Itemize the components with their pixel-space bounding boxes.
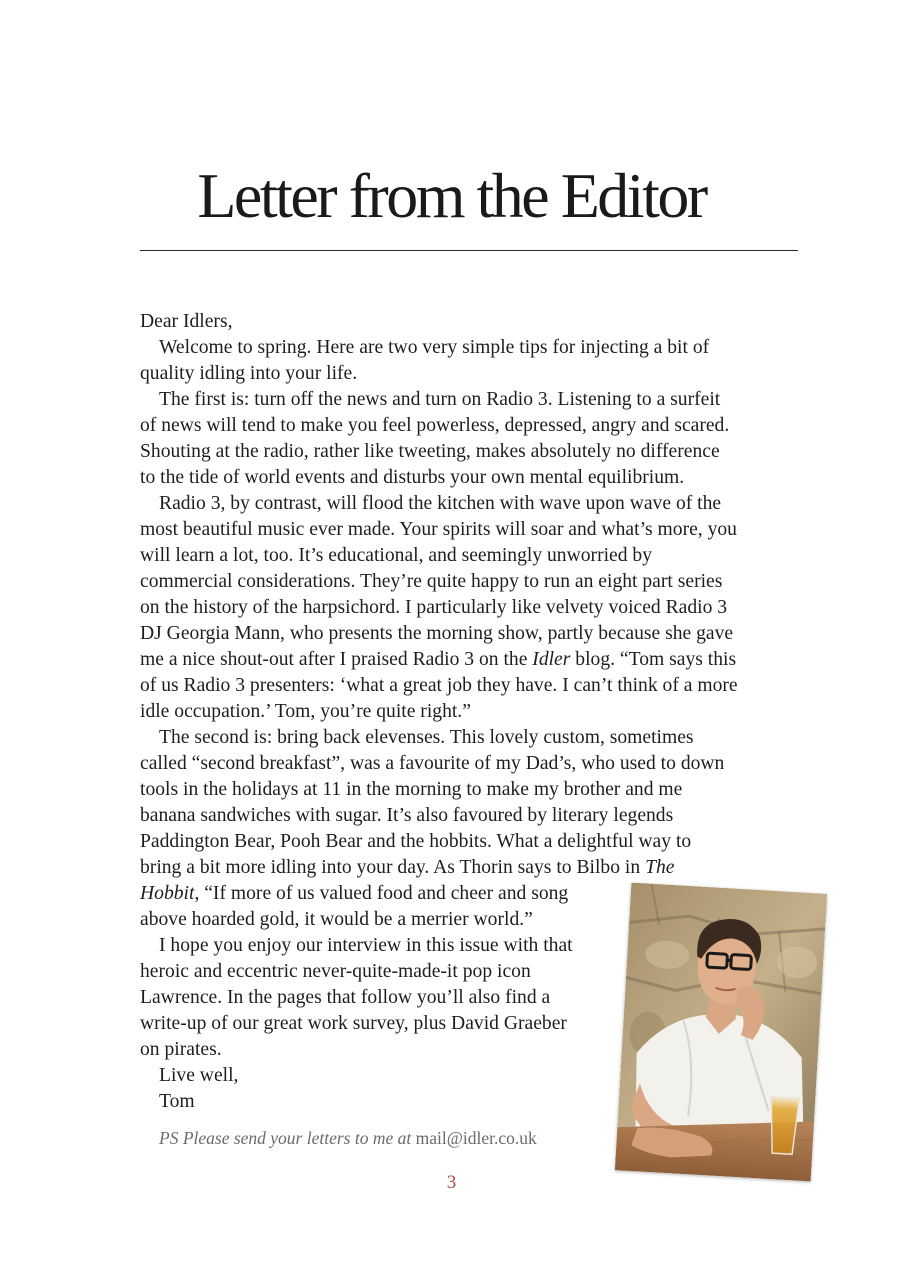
letter-line: DJ Georgia Mann, who presents the morning show, partly because she gave: [140, 623, 734, 644]
letter-line: Lawrence. In the pages that follow you’ll also find a: [140, 987, 551, 1008]
letter-line: Paddington Bear, Pooh Bear and the hobbits. What a delightful way to: [140, 831, 692, 852]
letter-line: Shouting at the radio, rather like tweeting, makes absolutely no difference: [140, 441, 720, 462]
letter-line-italic: Idler: [532, 649, 571, 670]
letter-line-text: bring a bit more idling into your day. As Thorin says to Bilbo in: [140, 857, 646, 878]
letter-line-text: , “If more of us valued food and cheer and song: [194, 883, 569, 904]
page-title: Letter from the Editor: [197, 160, 706, 231]
letter-line: Live well,: [159, 1065, 239, 1086]
letter-line: of us Radio 3 presenters: ‘what a great job they have. I can’t think of a more: [140, 675, 738, 696]
letter-line: on the history of the harpsichord. I particularly like velvety voiced Radio 3: [140, 597, 728, 618]
letter-line: [140, 855, 820, 881]
letter-line: Radio 3, by contrast, will flood the kitchen with wave upon wave of the: [159, 493, 722, 514]
letter-line-italic: Hobbit: [140, 883, 195, 904]
letter-line: heroic and eccentric never-quite-made-it pop icon: [140, 961, 531, 982]
title-divider: [140, 250, 798, 251]
letter-line: tools in the holidays at 11 in the morning to make my brother and me: [140, 779, 683, 800]
letter-line: most beautiful music ever made. Your spirits will soar and what’s more, you: [140, 519, 737, 540]
postscript-text: PS Please send your letters to me at: [159, 1128, 412, 1148]
postscript: [159, 1126, 537, 1150]
letter-line: write-up of our great work survey, plus David Graeber: [140, 1013, 567, 1034]
letter-line: Welcome to spring. Here are two very simple tips for injecting a bit of: [159, 337, 710, 358]
editor-photo: [615, 883, 827, 1182]
letter-line-italic: The: [645, 857, 675, 878]
letter-line: to the tide of world events and disturbs your own mental equilibrium.: [140, 467, 685, 488]
letter-line: commercial considerations. They’re quite happy to run an eight part series: [140, 571, 723, 592]
letter-line: banana sandwiches with sugar. It’s also favoured by literary legends: [140, 805, 674, 826]
page-number: 3: [446, 1172, 457, 1193]
letter-line: The first is: turn off the news and turn on Radio 3. Listening to a surfeit: [159, 389, 721, 410]
letter-line: of news will tend to make you feel powerless, depressed, angry and scared.: [140, 415, 730, 436]
letter-line: quality idling into your life.: [140, 363, 358, 384]
letter-line-text: blog. “Tom says this: [570, 649, 737, 670]
letter-line: will learn a lot, too. It’s educational, and seemingly unworried by: [140, 545, 653, 566]
letter-line: Tom: [159, 1091, 195, 1112]
letter-line: idle occupation.’ Tom, you’re quite right.”: [140, 701, 471, 722]
letter-line: called “second breakfast”, was a favourite of my Dad’s, who used to down: [140, 753, 725, 774]
letter-line: [140, 647, 820, 673]
letter-line-text: me a nice shout-out after I praised Radio 3 on the: [140, 649, 533, 670]
letter-line: Dear Idlers,: [140, 311, 233, 332]
letter-line: I hope you enjoy our interview in this issue with that: [159, 935, 573, 956]
postscript-email: mail@idler.co.uk: [415, 1128, 537, 1148]
letter-line: on pirates.: [140, 1039, 222, 1060]
letter-line: The second is: bring back elevenses. This lovely custom, sometimes: [159, 727, 694, 748]
letter-line: above hoarded gold, it would be a merrier world.”: [140, 909, 533, 930]
